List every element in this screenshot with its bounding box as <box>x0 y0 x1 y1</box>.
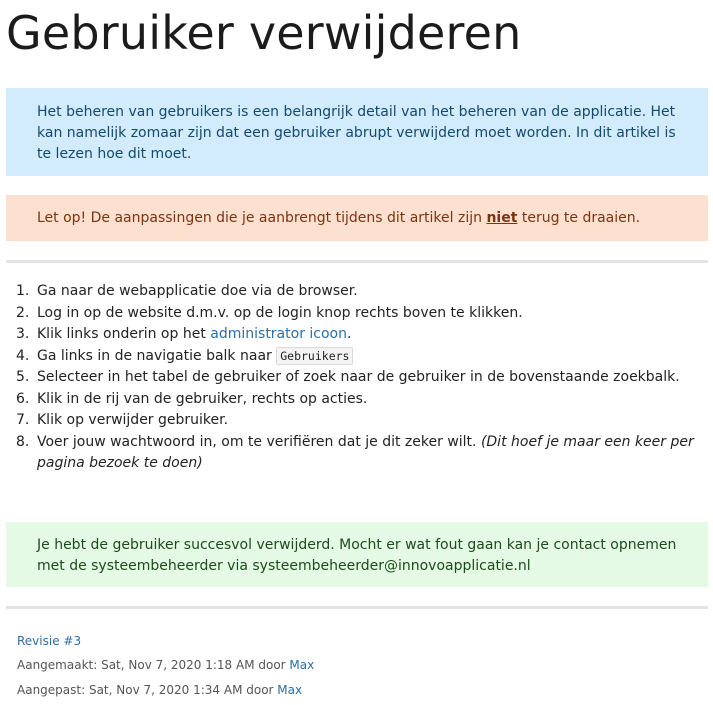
step-number: 8. <box>16 433 30 450</box>
step-item <box>16 389 696 411</box>
divider <box>6 606 708 609</box>
success-callout <box>6 522 708 587</box>
administrator-icon-link[interactable]: administrator icoon <box>210 326 347 342</box>
divider <box>6 260 708 263</box>
step-number: 1. <box>16 283 30 299</box>
gebruikers-code: Gebruikers <box>276 347 353 365</box>
step-number: 4. <box>16 347 30 364</box>
step-number: 2. <box>16 304 30 321</box>
modified-label: Aangepast: Sat, Nov 7, 2020 1:34 AM door <box>17 683 278 697</box>
step-item <box>16 303 696 325</box>
step-note: (Dit hoef je maar een keer per pagina bezoek te doen) <box>37 433 694 471</box>
warning-callout <box>6 195 708 241</box>
step-item <box>16 324 696 346</box>
step-text: Klik in de rij van de gebruiker, rechts op acties. <box>37 390 368 407</box>
step-number: 5. <box>16 369 30 385</box>
step-item <box>16 432 696 475</box>
step-text: Klik links onderin op het <box>37 326 211 342</box>
warning-emphasis: niet <box>486 210 518 226</box>
step-item <box>16 346 696 368</box>
step-item <box>16 281 696 303</box>
success-callout-text: Je hebt de gebruiker succesvol verwijderd. Mocht er wat fout gaan kan je contact opnemen met de systeembeheerder via systeembeheerder@innovoapplicatie.nl <box>37 537 677 574</box>
step-text: Log in op de website d.m.v. op de login knop rechts boven te klikken. <box>37 304 523 321</box>
created-label: Aangemaakt: Sat, Nov 7, 2020 1:18 AM door <box>17 658 290 672</box>
step-text: Klik op verwijder gebruiker. <box>37 412 229 428</box>
modified-by-link[interactable]: Max <box>277 683 303 697</box>
step-number: 7. <box>16 412 30 428</box>
steps-list <box>16 281 696 475</box>
step-number: 3. <box>16 326 30 342</box>
revision-link[interactable]: Revisie #3 <box>17 634 82 648</box>
step-item <box>16 367 696 389</box>
created-by-link[interactable]: Max <box>289 658 315 672</box>
warning-text-before: Let op! De aanpassingen die je aanbrengt tijdens dit artikel zijn <box>37 210 487 226</box>
warning-text-after: terug te draaien. <box>517 210 641 226</box>
step-text-after: . <box>347 326 352 342</box>
created-info <box>17 657 314 673</box>
revision-info <box>17 633 81 649</box>
modified-info <box>17 682 302 698</box>
step-text: Selecteer in het tabel de gebruiker of zoek naar de gebruiker in de bovenstaande zoekbalk. <box>37 369 680 385</box>
step-number: 6. <box>16 390 30 407</box>
step-text: Voer jouw wachtwoord in, om te verifiëren dat je dit zeker wilt. <box>37 433 481 450</box>
info-callout-text: Het beheren van gebruikers is een belangrijk detail van het beheren van de applicatie. Het kan namelijk zomaar zijn dat een gebruiker abrupt verwijderd moet worden. In dit artikel is te lezen hoe dit moet. <box>37 104 676 162</box>
step-text: Ga naar de webapplicatie doe via de browser. <box>37 283 358 299</box>
step-item <box>16 410 696 432</box>
info-callout <box>6 88 708 176</box>
page-title: Gebruiker verwijderen <box>6 6 522 60</box>
step-text: Ga links in de navigatie balk naar <box>37 347 277 364</box>
